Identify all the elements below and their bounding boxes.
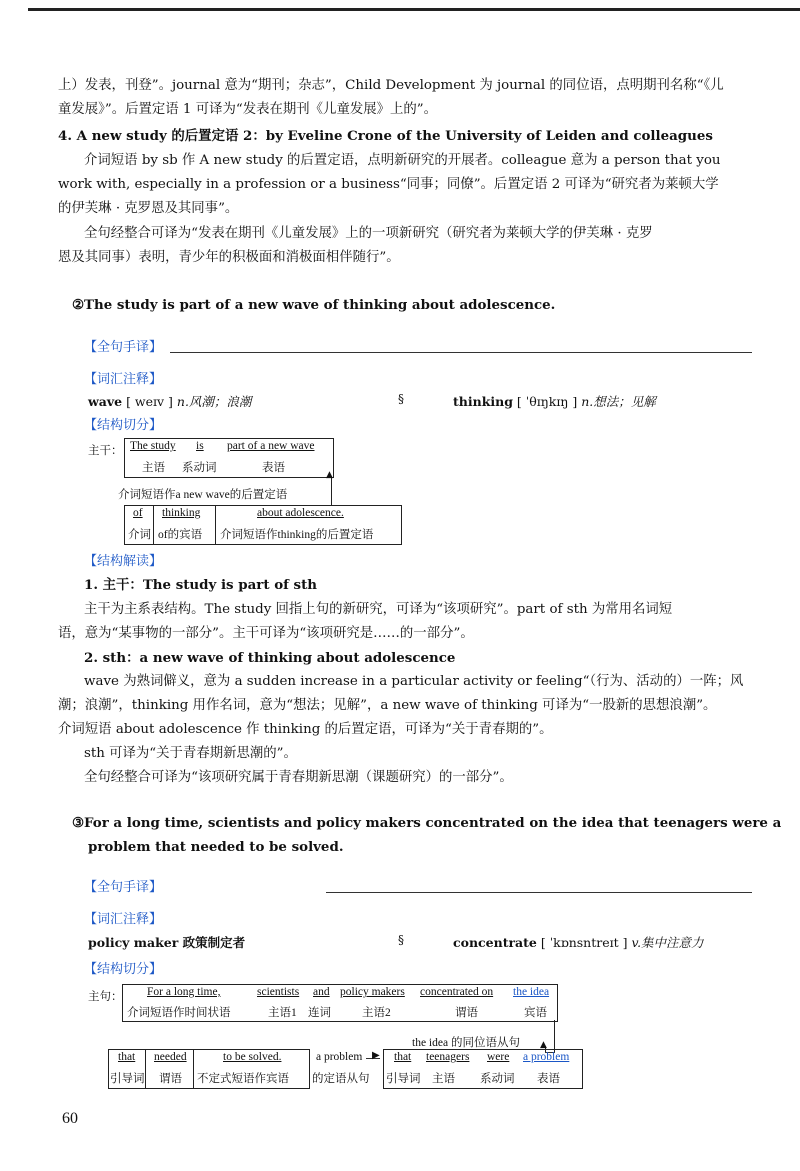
main-role: 介词短语作时间状语 <box>127 1007 231 1019</box>
main-word: For a long time, <box>147 986 221 998</box>
pp-role: of的宾语 <box>158 529 203 541</box>
arrow-line <box>554 1020 555 1052</box>
trunk-role: 系动词 <box>182 462 217 474</box>
s3-vocab-label: 【词汇注释】 <box>84 912 163 927</box>
analysis-1-line-2: 语，意为“某事物的一部分”。主干可译为“该项研究是……的一部分”。 <box>58 626 474 641</box>
rel-divider <box>193 1049 194 1088</box>
arrow-line <box>331 476 332 506</box>
pp-word: of <box>133 507 143 519</box>
rel-role: 不定式短语作宾语 <box>197 1073 289 1085</box>
top-rule <box>28 8 800 11</box>
s2-translate-line <box>170 352 752 353</box>
s2-translate-label: 【全句手译】 <box>84 340 163 355</box>
vocab-def: v.集中注意力 <box>631 935 704 950</box>
s3-vocab-2 <box>453 933 704 951</box>
main-role: 谓语 <box>455 1007 478 1019</box>
main-word: the idea <box>513 986 550 998</box>
analysis-1-line-1: 主干为主系表结构。The study 回指上句的新研究，可译为“该项研究”。part of sth 为常用名词短 <box>84 602 673 617</box>
appos-word: teenagers <box>426 1051 470 1063</box>
main-role: 主语2 <box>362 1007 391 1019</box>
vocab-def: n.风潮；浪潮 <box>176 394 252 409</box>
s3-vocab-1: policy maker 政策制定者 <box>88 935 246 950</box>
separator-icon: § <box>398 933 404 947</box>
separator-icon: § <box>398 392 404 406</box>
vocab-phonetic: [ ˈkɒnsntreɪt ] <box>540 935 628 950</box>
vocab-def: n.想法；见解 <box>581 394 656 409</box>
main-word: and <box>313 986 330 998</box>
analysis-2-line-2: 潮；浪潮”，thinking 用作名词，意为“想法；见解”，a new wave of thinking 可译为“一股新的思想浪潮”。 <box>58 698 717 713</box>
analysis-1-title: 1. 主干：The study is part of sth <box>84 577 318 593</box>
trunk-role: 表语 <box>262 462 285 474</box>
trunk-word: The study <box>130 440 176 452</box>
trunk-word: part of a new wave <box>227 440 315 452</box>
point4-title: 4. A new study 的后置定语 2：by Eveline Crone of the University of Leiden and colleagues <box>58 128 713 144</box>
rel-role: 谓语 <box>159 1073 182 1085</box>
pp-word: thinking <box>162 507 201 519</box>
point4-line-3: 的伊芙琳 · 克罗恩及其同事”。 <box>58 201 239 216</box>
s2-vocab-2 <box>453 392 656 410</box>
s3-translate-label: 【全句手译】 <box>84 880 163 895</box>
s2-structure-label: 【结构切分】 <box>84 418 163 433</box>
pp-note: 介词短语作a new wave的后置定语 <box>118 489 288 501</box>
appos-role: 表语 <box>537 1073 560 1085</box>
s3-translate-line <box>326 892 752 893</box>
rel-divider <box>145 1049 146 1088</box>
trunk-role: 主语 <box>142 462 165 474</box>
pp-role: 介词 <box>128 529 151 541</box>
rel-role: 引导词 <box>110 1073 145 1085</box>
rel-word: that <box>118 1051 136 1063</box>
summary-line-1: 全句经整合可译为“发表在期刊《儿童发展》上的一项新研究（研究者为莱顿大学的伊芙琳 · 克罗 <box>84 226 653 241</box>
page-number: 60 <box>62 1110 78 1127</box>
arrow-up-icon: ▲ <box>540 1040 547 1050</box>
main-role: 宾语 <box>524 1007 547 1019</box>
main-word: scientists <box>257 986 300 998</box>
s2-vocab-1 <box>88 392 251 410</box>
pp-word: about adolescence. <box>257 507 344 519</box>
intro-line-1: 上）发表，刊登”。journal 意为“期刊；杂志”，Child Development 为 journal 的同位语，点明期刊名称“《儿 <box>58 78 724 93</box>
appos-word: that <box>394 1051 412 1063</box>
trunk-word: is <box>196 440 204 452</box>
summary-line-2: 恩及其同事）表明，青少年的积极面和消极面相伴随行”。 <box>58 250 400 265</box>
arrow-up-icon: ▲ <box>326 470 333 480</box>
analysis-2-line-1: wave 为熟词僻义，意为 a sudden increase in a particular activity or feeling“（行为、活动的）一阵；风 <box>84 674 744 689</box>
vocab-word: wave <box>88 394 123 409</box>
appos-note: the idea 的同位语从句 <box>412 1037 520 1049</box>
point4-line-1: 介词短语 by sb 作 A new study 的后置定语，点明新研究的开展者。colleague 意为 a person that you <box>84 153 721 168</box>
main-role: 连词 <box>308 1007 331 1019</box>
analysis-2-line-5: 全句经整合可译为“该项研究属于青春期新思潮（课题研究）的一部分”。 <box>84 770 513 785</box>
vocab-phonetic: [ weɪv ] <box>126 394 173 409</box>
intro-line-2: 童发展》”。后置定语 1 可译为“发表在期刊《儿童发展》上的”。 <box>58 102 438 117</box>
sentence-3-line-2: problem that needed to be solved. <box>88 839 344 855</box>
appos-role: 引导词 <box>386 1073 421 1085</box>
main-word: policy makers <box>340 986 405 998</box>
arrow-right-icon: ▶ <box>372 1050 380 1061</box>
sentence-2: ②The study is part of a new wave of thinking about adolescence. <box>72 297 556 313</box>
s2-vocab-label: 【词汇注释】 <box>84 372 163 387</box>
s2-analysis-label: 【结构解读】 <box>84 554 163 569</box>
point4-line-2: work with, especially in a profession or a business“同事；同僚”。后置定语 2 可译为“研究者为莱顿大学 <box>58 177 719 192</box>
pp-divider <box>153 505 154 544</box>
trunk-label: 主干： <box>88 445 123 457</box>
main-word: concentrated on <box>420 986 494 998</box>
pp-divider <box>215 505 216 544</box>
main-label: 主句： <box>88 991 123 1003</box>
rel-note-word: a problem <box>316 1051 363 1063</box>
appos-word: were <box>487 1051 510 1063</box>
rel-note-role: 的定语从句 <box>312 1073 370 1085</box>
appos-role: 主语 <box>432 1073 455 1085</box>
analysis-2-line-4: sth 可译为“关于青春期新思潮的”。 <box>84 746 297 761</box>
analysis-2-line-3: 介词短语 about adolescence 作 thinking 的后置定语，可译为“关于青春期的”。 <box>58 722 553 737</box>
rel-word: needed <box>154 1051 187 1063</box>
vocab-word: concentrate <box>453 935 537 950</box>
rel-word: to be solved. <box>223 1051 282 1063</box>
sentence-3-line-1: ③For a long time, scientists and policy makers concentrated on the idea that teenagers were a <box>72 815 782 831</box>
s3-structure-label: 【结构切分】 <box>84 962 163 977</box>
analysis-2-title: 2. sth：a new wave of thinking about adolescence <box>84 650 456 666</box>
vocab-word: thinking <box>453 394 513 409</box>
appos-word: a problem <box>523 1051 570 1063</box>
vocab-phonetic: [ ˈθɪŋkɪŋ ] <box>516 394 578 409</box>
main-role: 主语1 <box>268 1007 297 1019</box>
appos-role: 系动词 <box>480 1073 515 1085</box>
pp-role: 介词短语作thinking的后置定语 <box>220 529 374 541</box>
